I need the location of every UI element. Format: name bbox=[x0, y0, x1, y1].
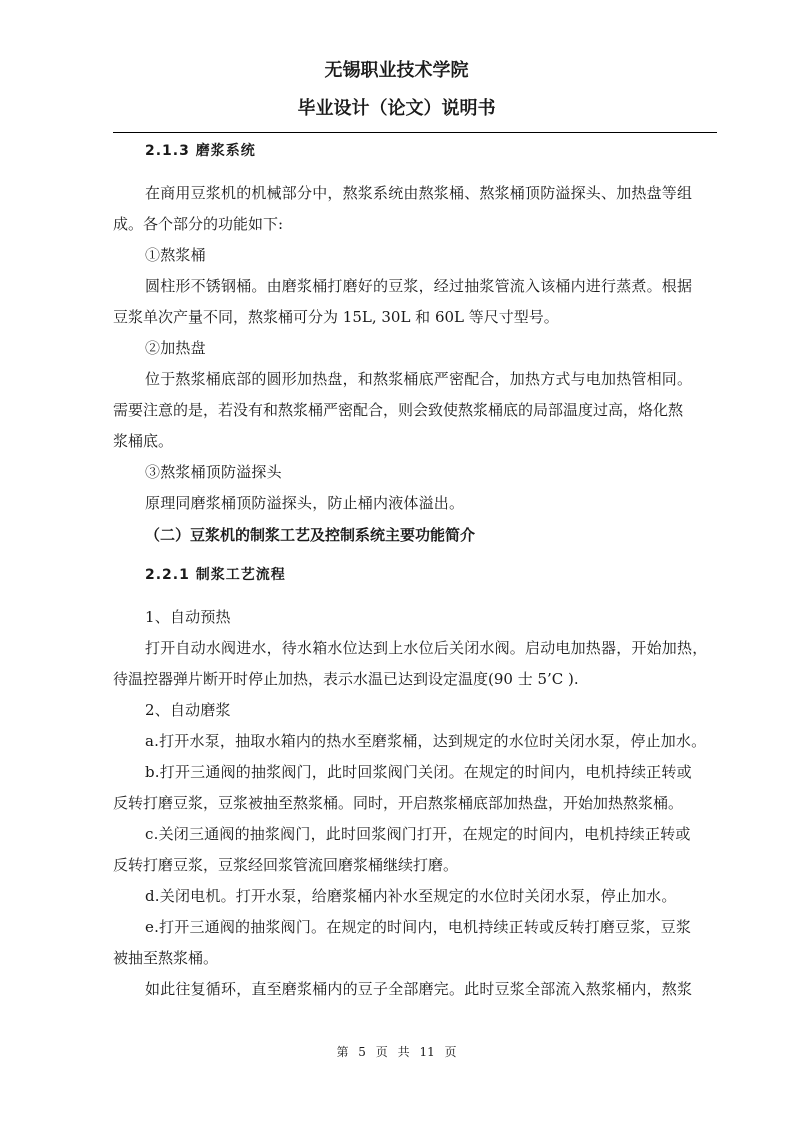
paragraph-line: a.打开水泵，抽取水箱内的热水至磨浆桶，达到规定的水位时关闭水泵，停止加水。 bbox=[145, 732, 707, 750]
paragraph-line: 待温控器弹片断开时停止加热，表示水温已达到设定温度(90 士 5’C ). bbox=[113, 670, 579, 688]
paragraph-line: 圆柱形不锈钢桶。由磨浆桶打磨好的豆浆，经过抽浆管流入该桶内进行蒸煮。根据 bbox=[145, 277, 693, 295]
paragraph-line: d.关闭电机。打开水泵，给磨浆桶内补水至规定的水位时关闭水泵，停止加水。 bbox=[145, 887, 677, 905]
page-number: 5 bbox=[358, 1045, 366, 1059]
header-divider bbox=[113, 132, 717, 133]
section-heading-2-2-1: 2.2.1 制浆工艺流程 bbox=[145, 567, 286, 583]
footer-prefix: 第 bbox=[336, 1045, 349, 1059]
footer-suffix: 页 bbox=[444, 1045, 457, 1059]
paragraph-line: 在商用豆浆机的机械部分中，熬浆系统由熬浆桶、熬浆桶顶防溢探头、加热盘等组 bbox=[145, 184, 693, 202]
step-title: 1、自动预热 bbox=[145, 608, 231, 626]
paragraph-line: 反转打磨豆浆，豆浆被抽至熬浆桶。同时，开启熬浆桶底部加热盘，开始加热熬浆桶。 bbox=[113, 794, 684, 812]
paragraph-line: 成。各个部分的功能如下: bbox=[113, 215, 284, 233]
section-heading-2: （二）豆浆机的制浆工艺及控制系统主要功能简介 bbox=[145, 526, 476, 544]
document-body bbox=[113, 138, 719, 1005]
footer-page-label: 页 bbox=[375, 1045, 388, 1059]
list-item-title: ①熬浆桶 bbox=[145, 246, 206, 264]
list-item-title: ③熬浆桶顶防溢探头 bbox=[145, 463, 282, 481]
paragraph-line: e.打开三通阀的抽浆阀门。在规定的时间内，电机持续正转或反转打磨豆浆，豆浆 bbox=[145, 918, 692, 936]
paragraph-line: 浆桶底。 bbox=[113, 432, 174, 450]
paragraph-line: 反转打磨豆浆，豆浆经回浆管流回磨浆桶继续打磨。 bbox=[113, 856, 459, 874]
paragraph-line: 如此往复循环，直至磨浆桶内的豆子全部磨完。此时豆浆全部流入熬浆桶内，熬浆 bbox=[145, 980, 693, 998]
footer-total-label: 共 bbox=[397, 1045, 410, 1059]
paragraph-line: 豆浆单次产量不同，熬浆桶可分为 15L, 30L 和 60L 等尺寸型号。 bbox=[113, 308, 559, 326]
list-item-title: ②加热盘 bbox=[145, 339, 206, 357]
paragraph-line: 原理同磨浆桶顶防溢探头，防止桶内液体溢出。 bbox=[145, 494, 465, 512]
section-heading-2-1-3: 2.1.3 磨浆系统 bbox=[145, 143, 256, 159]
document-title: 毕业设计（论文）说明书 bbox=[297, 98, 496, 119]
paragraph-line: 位于熬浆桶底部的圆形加热盘，和熬浆桶底严密配合，加热方式与电加热管相同。 bbox=[145, 370, 693, 388]
paragraph-line: c.关闭三通阀的抽浆阀门，此时回浆阀门打开，在规定的时间内，电机持续正转或 bbox=[145, 825, 691, 843]
paragraph-line: b.打开三通阀的抽浆阀门，此时回浆阀门关闭。在规定的时间内，电机持续正转或 bbox=[145, 763, 692, 781]
paragraph-line: 打开自动水阀进水，待水箱水位达到上水位后关闭水阀。启动电加热器，开始加热， bbox=[145, 639, 708, 657]
paragraph-line: 需要注意的是，若没有和熬浆桶严密配合，则会致使熬浆桶底的局部温度过高，烙化熬 bbox=[113, 401, 684, 419]
total-pages: 11 bbox=[419, 1045, 435, 1059]
step-title: 2、自动磨浆 bbox=[145, 701, 231, 719]
paragraph-line: 被抽至熬浆桶。 bbox=[113, 949, 219, 967]
school-name: 无锡职业技术学院 bbox=[324, 60, 469, 81]
page-footer bbox=[0, 1043, 793, 1060]
